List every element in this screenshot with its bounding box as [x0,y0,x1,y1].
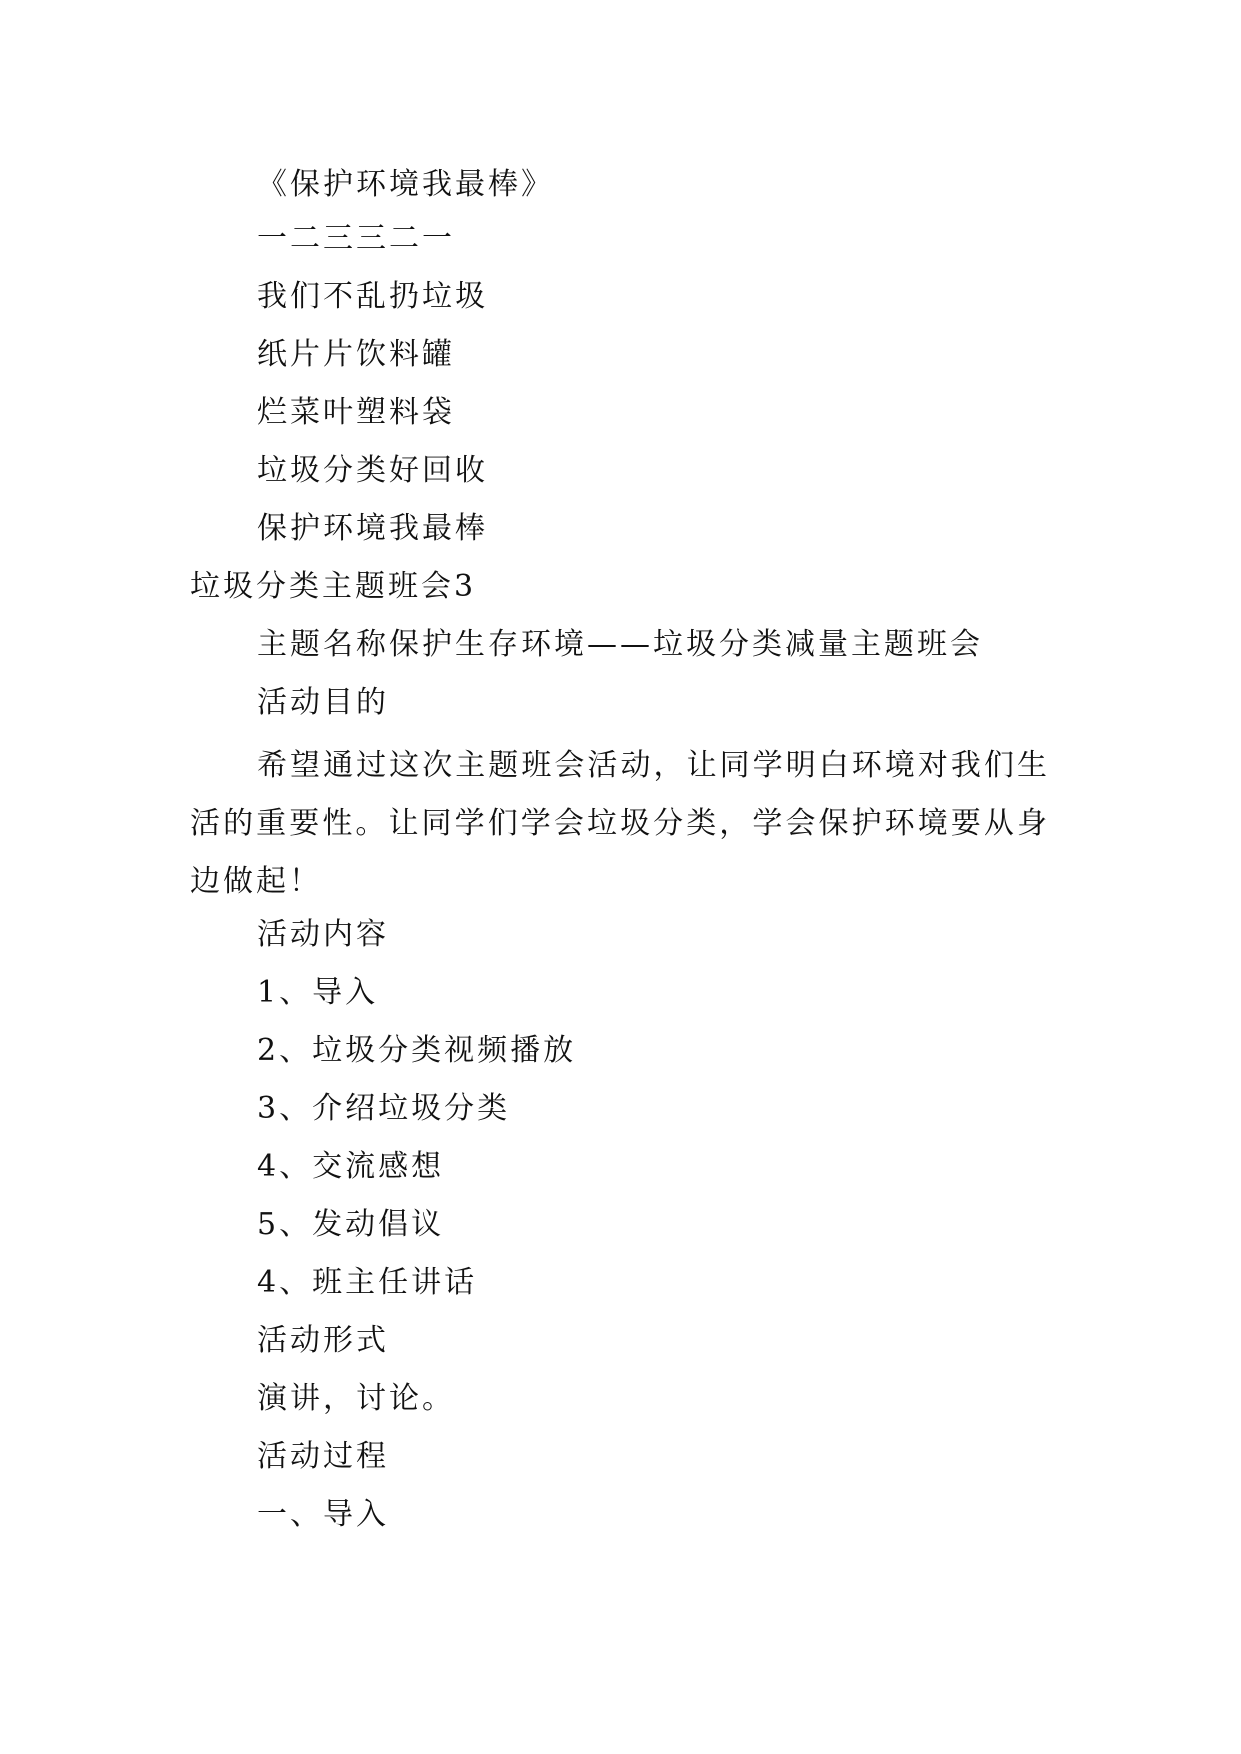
purpose-heading: 活动目的 [257,685,389,720]
poem-line: 纸片片饮料罐 [257,337,455,372]
poem-title: 《保护环境我最棒》 [257,167,554,202]
content-item: 1、导入 [257,975,379,1010]
content-item: 4、班主任讲话 [257,1265,478,1300]
purpose-paragraph: 希望通过这次主题班会活动，让同学明白环境对我们生活的重要性。让同学们学会垃圾分类，学会保护环境要从身边做起！ [190,748,1050,899]
poem-line: 保护环境我最棒 [257,511,488,546]
theme-name: 主题名称保护生存环境——垃圾分类减量主题班会 [257,627,983,662]
content-item: 3、介绍垃圾分类 [257,1091,511,1126]
process-heading: 活动过程 [257,1439,389,1474]
form-heading: 活动形式 [257,1323,389,1358]
process-step: 一、导入 [257,1497,389,1532]
poem-line: 我们不乱扔垃圾 [257,279,488,314]
content-heading: 活动内容 [257,917,389,952]
section-heading: 垃圾分类主题班会3 [190,569,477,604]
poem-line: 垃圾分类好回收 [257,453,488,488]
poem-line: 烂菜叶塑料袋 [257,395,455,430]
content-item: 5、发动倡议 [257,1207,445,1242]
content-item: 2、垃圾分类视频播放 [257,1033,577,1068]
content-item: 4、交流感想 [257,1149,445,1184]
form-text: 演讲，讨论。 [257,1381,455,1416]
poem-rhythm: 一二三三二一 [257,221,455,256]
